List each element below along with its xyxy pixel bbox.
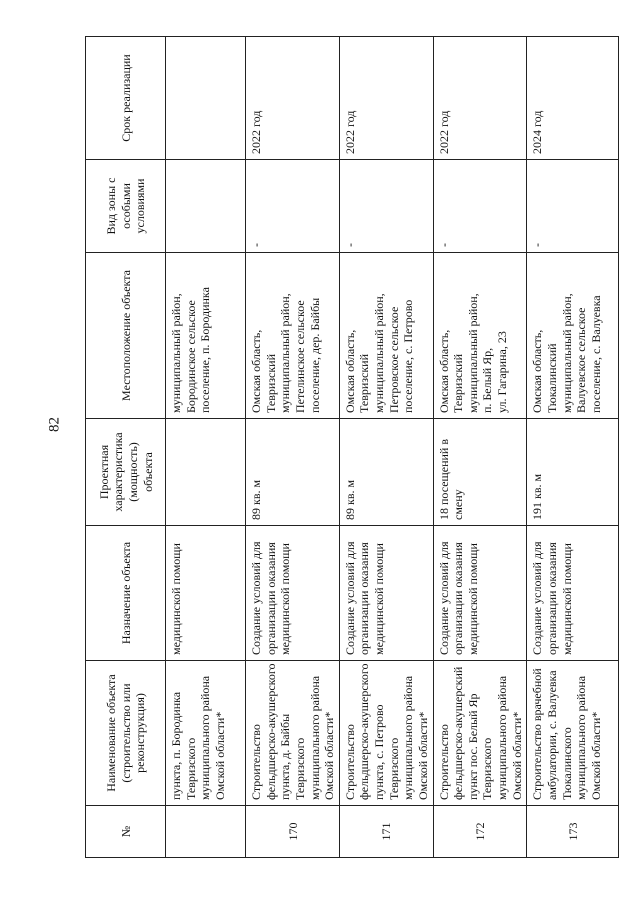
cell-line: медицинской помощи — [169, 543, 183, 655]
cell-line: Бородинское сельское — [183, 300, 198, 413]
cell-purpose — [339, 526, 433, 661]
cell-name — [527, 661, 619, 806]
cell-line: Петелинское сельское — [292, 300, 307, 413]
cell-term: 2022 год — [433, 37, 527, 160]
table-header-row — [86, 37, 166, 858]
cell-line: Омской области* — [588, 711, 603, 800]
cell-line: фельдшерско-акушерский — [451, 666, 466, 800]
cell-purpose — [246, 526, 340, 661]
header-name: Наименование объекта (строительство или реконструкция) — [86, 661, 166, 806]
header-zone: Вид зоны с особыми условиями — [86, 160, 166, 253]
cell-capacity — [339, 419, 433, 526]
cell-line: Создание условий для — [249, 541, 263, 655]
cell-line: Тевризский — [357, 353, 372, 413]
cell-zone: - — [246, 160, 340, 253]
cell-line: медицинской помощи — [372, 543, 386, 655]
cell-line: организации оказания — [263, 542, 278, 655]
cell-line: Тевризского — [386, 737, 401, 800]
cell-line: Омская область, — [436, 329, 451, 413]
cell-line: Петровское сельское — [386, 306, 401, 413]
table-body — [166, 37, 619, 858]
cell-line: фельдшерско-акушерского — [357, 663, 372, 800]
header-location: Местоположение объекта — [86, 253, 166, 419]
cell-line: медицинской помощи — [559, 543, 574, 655]
objects-table — [85, 36, 619, 858]
cell-line: Тевризского — [292, 737, 307, 800]
cell-line: медицинской помощи — [278, 543, 293, 655]
cell-line: Тевризский — [451, 353, 466, 413]
cell-line: Омской области* — [322, 711, 337, 800]
cell-capacity — [246, 419, 340, 526]
cell-line: Тевризский — [263, 353, 278, 413]
cell-line: поселение, с. Петрово — [401, 299, 416, 413]
cell-line: Омская область, — [249, 329, 263, 413]
header-term: Срок реализации — [86, 37, 166, 160]
cell-name — [433, 661, 527, 806]
cell-line: муниципального района — [401, 675, 416, 800]
cell-line: муниципальный район, — [278, 293, 293, 413]
cell-num — [166, 806, 246, 858]
cell-location — [166, 253, 246, 419]
cell-line: Омской области* — [212, 711, 227, 800]
cell-term: 2024 год — [527, 37, 619, 160]
cell-line: ул. Гагарина, 23 — [495, 331, 509, 413]
cell-line: муниципального района — [574, 675, 589, 800]
cell-term: 2022 год — [246, 37, 340, 160]
cell-line: 18 посещений в — [436, 438, 451, 520]
cell-line: Валуевское сельское — [574, 307, 589, 413]
header-purpose: Назначение объекта — [86, 526, 166, 661]
cell-line: муниципального района — [495, 675, 509, 800]
cell-line: пункт пос. Белый Яр — [465, 693, 480, 800]
cell-line: амбулатории, с. Валуевка — [544, 670, 559, 800]
cell-line: 89 кв. м — [342, 479, 357, 520]
table-row — [166, 37, 246, 858]
cell-line: медицинской помощи — [465, 543, 480, 655]
cell-zone: - — [339, 160, 433, 253]
cell-name — [246, 661, 340, 806]
cell-line: Тевризского — [183, 737, 198, 800]
cell-line: Омской области* — [509, 711, 524, 800]
cell-name — [339, 661, 433, 806]
cell-num: 170 — [246, 806, 340, 858]
table-row — [246, 37, 340, 858]
cell-purpose — [527, 526, 619, 661]
cell-line: пункта, д. Байбы — [278, 713, 293, 800]
cell-line: Создание условий для — [436, 541, 451, 655]
cell-line: Омская область, — [342, 329, 357, 413]
cell-num: 171 — [339, 806, 433, 858]
cell-line: пункта, с. Петрово — [372, 704, 386, 800]
cell-line: Тевризского — [480, 737, 495, 800]
cell-line: Строительство — [342, 724, 357, 800]
cell-line: поселение, п. Бородинка — [198, 287, 213, 413]
cell-term: 2022 год — [339, 37, 433, 160]
cell-line: муниципальный район, — [559, 293, 574, 413]
cell-line: Строительство — [436, 724, 451, 800]
cell-term — [166, 37, 246, 160]
cell-line: муниципального района — [307, 675, 322, 800]
cell-line: Омская область, — [530, 329, 545, 413]
cell-line: организации оказания — [451, 542, 466, 655]
cell-line: Омской области* — [415, 711, 430, 800]
table-row — [527, 37, 619, 858]
cell-capacity — [527, 419, 619, 526]
table-container — [85, 37, 603, 858]
cell-capacity — [433, 419, 527, 526]
cell-location — [339, 253, 433, 419]
cell-line: Строительство врачебной — [530, 668, 545, 800]
cell-line: 191 кв. м — [530, 473, 545, 520]
cell-line: фельдшерско-акушерского — [263, 663, 278, 800]
cell-zone: - — [433, 160, 527, 253]
cell-line: Тюкалинский — [544, 343, 559, 413]
cell-location — [246, 253, 340, 419]
cell-line: смену — [451, 489, 466, 520]
cell-line: Создание условий для — [530, 541, 545, 655]
header-capacity: Проектная характеристика (мощность) объекта — [86, 419, 166, 526]
cell-line: муниципальный район, — [169, 293, 183, 413]
cell-num: 172 — [433, 806, 527, 858]
cell-zone: - — [527, 160, 619, 253]
table-row — [339, 37, 433, 858]
cell-line: муниципальный район, — [465, 293, 480, 413]
cell-num: 173 — [527, 806, 619, 858]
cell-purpose — [166, 526, 246, 661]
cell-line: пункта, п. Бородинка — [169, 691, 183, 800]
cell-line: муниципальный район, — [372, 293, 386, 413]
cell-line: муниципального района — [198, 675, 213, 800]
cell-line: Тюкалинского — [559, 727, 574, 800]
cell-line: п. Белый Яр, — [480, 347, 495, 413]
cell-line: Строительство — [249, 724, 263, 800]
cell-line: поселение, дер. Байбы — [307, 297, 322, 413]
cell-zone — [166, 160, 246, 253]
cell-location — [433, 253, 527, 419]
table-row — [433, 37, 527, 858]
cell-line: Создание условий для — [342, 541, 357, 655]
cell-line: организации оказания — [544, 542, 559, 655]
cell-name — [166, 661, 246, 806]
cell-capacity — [166, 419, 246, 526]
cell-purpose — [433, 526, 527, 661]
cell-line: поселение, с. Валуевка — [588, 295, 603, 413]
header-num: № — [86, 806, 166, 858]
cell-location — [527, 253, 619, 419]
page-number: 82 — [46, 417, 63, 432]
cell-line: 89 кв. м — [249, 479, 263, 520]
cell-line: организации оказания — [357, 542, 372, 655]
